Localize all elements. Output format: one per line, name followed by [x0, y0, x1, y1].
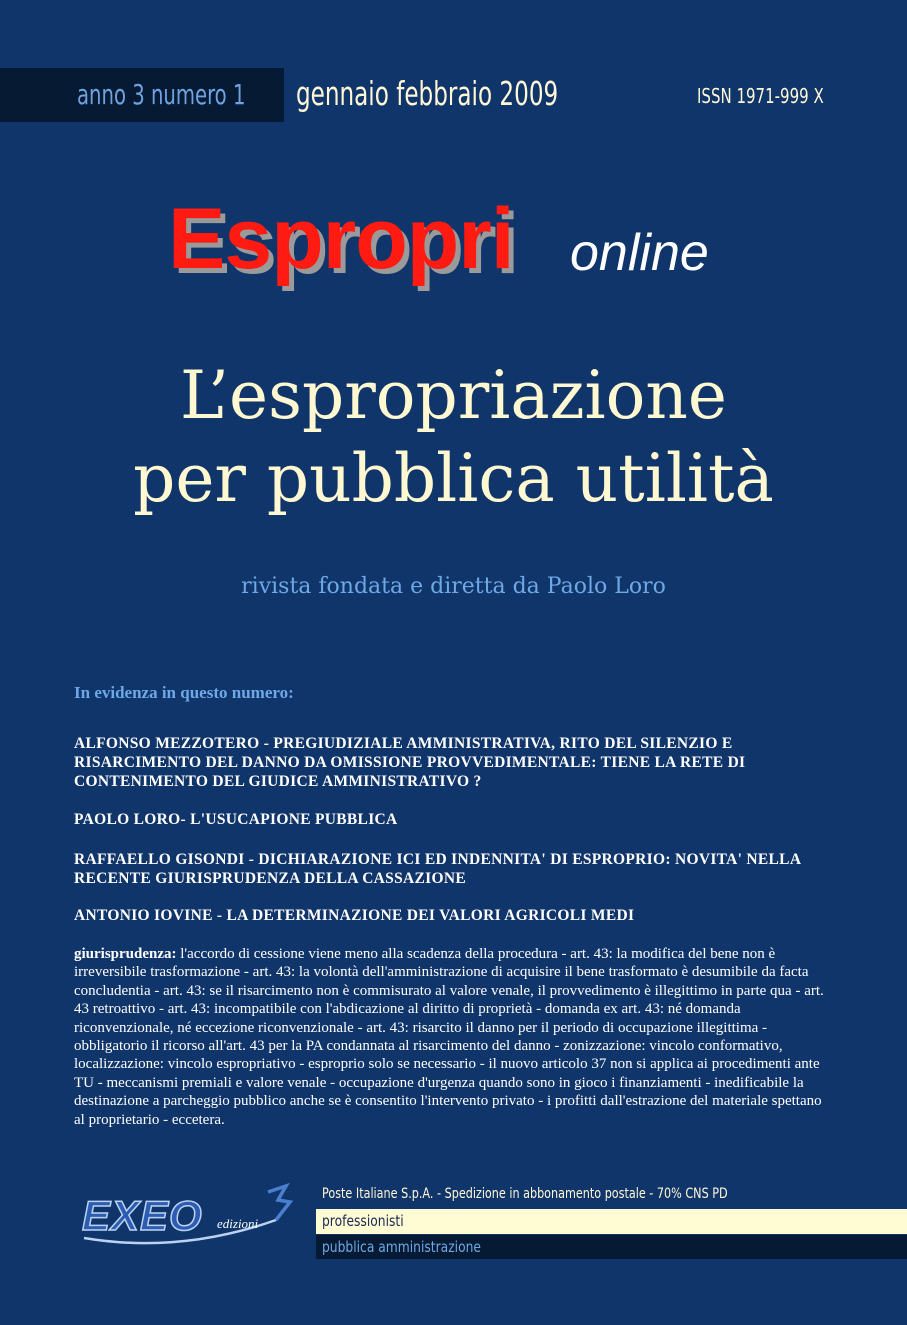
- publisher-logo: EXEO: [82, 1192, 203, 1239]
- masthead-title: Espropri: [168, 191, 514, 287]
- giurisprudenza-label: giurisprudenza:: [74, 946, 177, 962]
- issue-date: gennaio febbraio 2009: [296, 74, 559, 113]
- contents-heading: In evidenza in questo numero:: [74, 683, 294, 702]
- audience-band-professionals: [316, 1209, 907, 1234]
- subtitle: rivista fondata e diretta da Paolo Loro: [241, 574, 666, 599]
- article-title: ANTONIO IOVINE - LA DETERMINAZIONE DEI VALORI AGRICOLI MEDI: [74, 907, 635, 924]
- issue-number: anno 3 numero 1: [77, 78, 246, 111]
- postal-notice: Poste Italiane S.p.A. - Spedizione in abbonamento postale - 70% CNS PD: [322, 1186, 728, 1202]
- article-title: ALFONSO MEZZOTERO - PREGIUDIZIALE AMMINISTRATIVA, RITO DEL SILENZIO E RISARCIMENTO DEL DANNO DA OMISSIONE PROVVEDIMENTALE: TIENE LA RETE DI CONTENIMENTO DEL GIUDICE AMMINISTRATIVO ?: [74, 735, 746, 790]
- article-title: PAOLO LORO- L'USUCAPIONE PUBBLICA: [74, 811, 398, 828]
- issn: ISSN 1971-999 X: [697, 84, 824, 108]
- headline-line-2: per pubblica utilità: [133, 440, 774, 517]
- giurisprudenza-text: l'accordo di cessione viene meno alla scadenza della procedura - art. 43: la modifica del bene non è irreversibile trasformazione - art. 43: la volontà dell'amministrazione di acquisire il bene trasformato è desumibile da facta concludentia - art. 43: se il risarcimento non è commisurato al valore venale, il provvedimento è illegittimo in parte qua - art. 43 retroattivo - art. 43: incompatibile con l'abdicazione al diritto di proprietà - domanda ex art. 43: né domanda riconvenzionale, né eccezione riconvenzionale - art. 43: risarcito il danno per il periodo di occupazione illegittima - obbligatorio il ricorso all'art. 43 per la PA condannata al risarcimento del danno - zonizzazione: vincolo conformativo, localizzazione: vincolo espropriativo - esproprio solo se necessario - il nuovo articolo 37 non si applica ai procedimenti ante TU - meccanismi premiali e valore venale - occupazione d'urgenza quando sono in gioco i finanziamenti - inedificabile la destinazione a parcheggio pubblico anche se è consentito l'intervento privato - i profitti dall'estrazione del materiale spettano al proprietario - eccetera.: [74, 946, 824, 1128]
- audience-label: pubblica amministrazione: [322, 1238, 481, 1256]
- audience-label: professionisti: [322, 1212, 404, 1230]
- audience-band-public-administration: [316, 1235, 907, 1259]
- giurisprudenza-summary: [74, 945, 834, 1129]
- publisher-logo-sub: edizioni: [217, 1216, 259, 1231]
- headline-line-1: L’espropriazione: [180, 357, 727, 434]
- masthead-suffix: online: [570, 224, 709, 282]
- article-title: RAFFAELLO GISONDI - DICHIARAZIONE ICI ED INDENNITA' DI ESPROPRIO: NOVITA' NELLA RECENTE GIURISPRUDENZA DELLA CASSAZIONE: [74, 851, 801, 887]
